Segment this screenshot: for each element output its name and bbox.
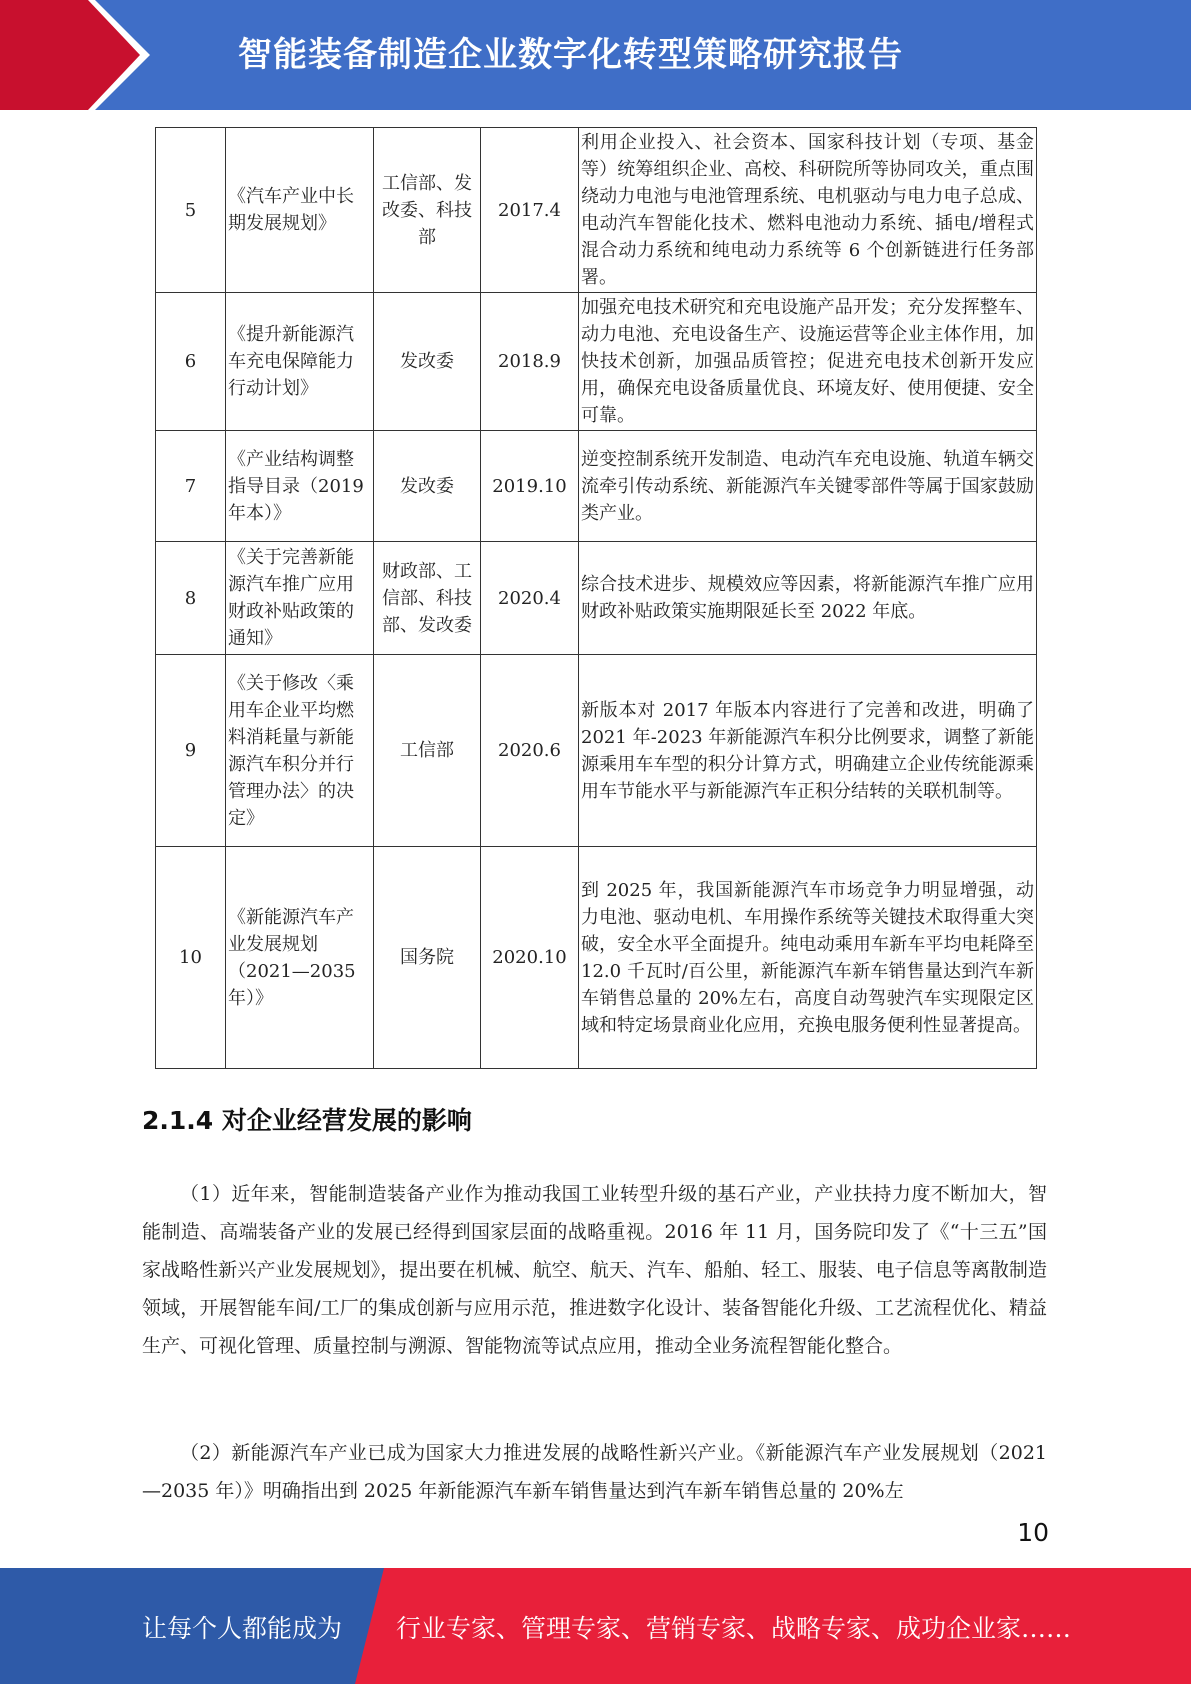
row-number: 5 [156, 128, 226, 293]
policy-name: 《关于完善新能源汽车推广应用财政补贴政策的通知》 [226, 542, 374, 655]
issue-date: 2019.10 [481, 431, 579, 542]
body-paragraph: （1）近年来，智能制造装备产业作为推动我国工业转型升级的基石产业，产业扶持力度不断加大，智能制造、高端装备产业的发展已经得到国家层面的战略重视。2016 年 11 月，国务院印发了《“十三五”国家战略性新兴产业发展规划》，提出要在机械、航空、航天、汽车、船舶、轻工、服装、电子信息等离散制造领域，开展智能车间/工厂的集成创新与应用示范，推进数字化设计、装备智能化升级、工艺流程优化、精益生产、可视化管理、质量控制与溯源、智能物流等试点应用，推动全业务流程智能化整合。 [142, 1183, 1047, 1357]
policy-name: 《汽车产业中长期发展规划》 [226, 128, 374, 293]
policy-content: 加强充电技术研究和充电设施产品开发；充分发挥整车、动力电池、充电设备生产、设施运营等企业主体作用，加快技术创新，加强品质管控；促进充电技术创新开发应用，确保充电设备质量优良、环境友好、使用便捷、安全可靠。 [579, 293, 1037, 431]
issuing-department: 工信部、发改委、科技部 [374, 128, 481, 293]
policy-content: 到 2025 年，我国新能源汽车市场竞争力明显增强，动力电池、驱动电机、车用操作系统等关键技术取得重大突破，安全水平全面提升。纯电动乘用车新车平均电耗降至 12.0 千瓦时/百公里，新能源汽车新车销售量达到汽车新车销售总量的 20%左右，高度自动驾驶汽车实现限定区域和特定场景商业化应用，充换电服务便利性显著提高。 [579, 847, 1037, 1069]
body-paragraph: （2）新能源汽车产业已成为国家大力推进发展的战略性新兴产业。《新能源汽车产业发展规划（2021—2035 年）》明确指出到 2025 年新能源汽车新车销售量达到汽车新车销售总量的 20%左 [142, 1442, 1047, 1502]
policy-name: 《提升新能源汽车充电保障能力行动计划》 [226, 293, 374, 431]
policy-name: 《关于修改〈乘用车企业平均燃料消耗量与新能源汽车积分并行管理办法〉的决定》 [226, 655, 374, 847]
page-footer [0, 1568, 1191, 1684]
issuing-department: 国务院 [374, 847, 481, 1069]
policy-content: 利用企业投入、社会资本、国家科技计划（专项、基金等）统筹组织企业、高校、科研院所等协同攻关，重点围绕动力电池与电池管理系统、电机驱动与电力电子总成、电动汽车智能化技术、燃料电池动力系统、插电/增程式混合动力系统和纯电动力系统等 6 个创新链进行任务部署。 [579, 128, 1037, 293]
policy-table [155, 127, 1037, 1069]
row-number: 9 [156, 655, 226, 847]
report-title: 智能装备制造企业数字化转型策略研究报告 [238, 35, 903, 75]
row-number: 7 [156, 431, 226, 542]
footer-slogan-left: 让每个人都能成为 [142, 1614, 343, 1643]
table-row [156, 655, 1037, 847]
row-number: 10 [156, 847, 226, 1069]
policy-name: 《产业结构调整指导目录（2019 年本）》 [226, 431, 374, 542]
header-chevron-decoration [0, 0, 160, 110]
row-number: 6 [156, 293, 226, 431]
table-row [156, 128, 1037, 293]
issue-date: 2017.4 [481, 128, 579, 293]
section-heading: 2.1.4 对企业经营发展的影响 [142, 1106, 472, 1135]
table-row [156, 542, 1037, 655]
policy-name: 《新能源汽车产业发展规划（2021—2035 年）》 [226, 847, 374, 1069]
table-row [156, 293, 1037, 431]
page-header [0, 0, 1191, 110]
issue-date: 2020.10 [481, 847, 579, 1069]
issue-date: 2020.6 [481, 655, 579, 847]
policy-content: 综合技术进步、规模效应等因素，将新能源汽车推广应用财政补贴政策实施期限延长至 2022 年底。 [579, 542, 1037, 655]
page-number: 10 [1017, 1518, 1049, 1547]
issuing-department: 发改委 [374, 431, 481, 542]
table-row [156, 431, 1037, 542]
issue-date: 2020.4 [481, 542, 579, 655]
policy-content: 新版本对 2017 年版本内容进行了完善和改进，明确了 2021 年-2023 年新能源汽车积分比例要求，调整了新能源乘用车车型的积分计算方式，明确建立企业传统能源乘用车节能水平与新能源汽车正积分结转的关联机制等。 [579, 655, 1037, 847]
footer-slogan-right: 行业专家、管理专家、营销专家、战略专家、成功企业家…… [396, 1614, 1072, 1643]
table-row [156, 847, 1037, 1069]
issuing-department: 发改委 [374, 293, 481, 431]
row-number: 8 [156, 542, 226, 655]
issuing-department: 财政部、工信部、科技部、发改委 [374, 542, 481, 655]
issuing-department: 工信部 [374, 655, 481, 847]
issue-date: 2018.9 [481, 293, 579, 431]
policy-content: 逆变控制系统开发制造、电动汽车充电设施、轨道车辆交流牵引传动系统、新能源汽车关键零部件等属于国家鼓励类产业。 [579, 431, 1037, 542]
